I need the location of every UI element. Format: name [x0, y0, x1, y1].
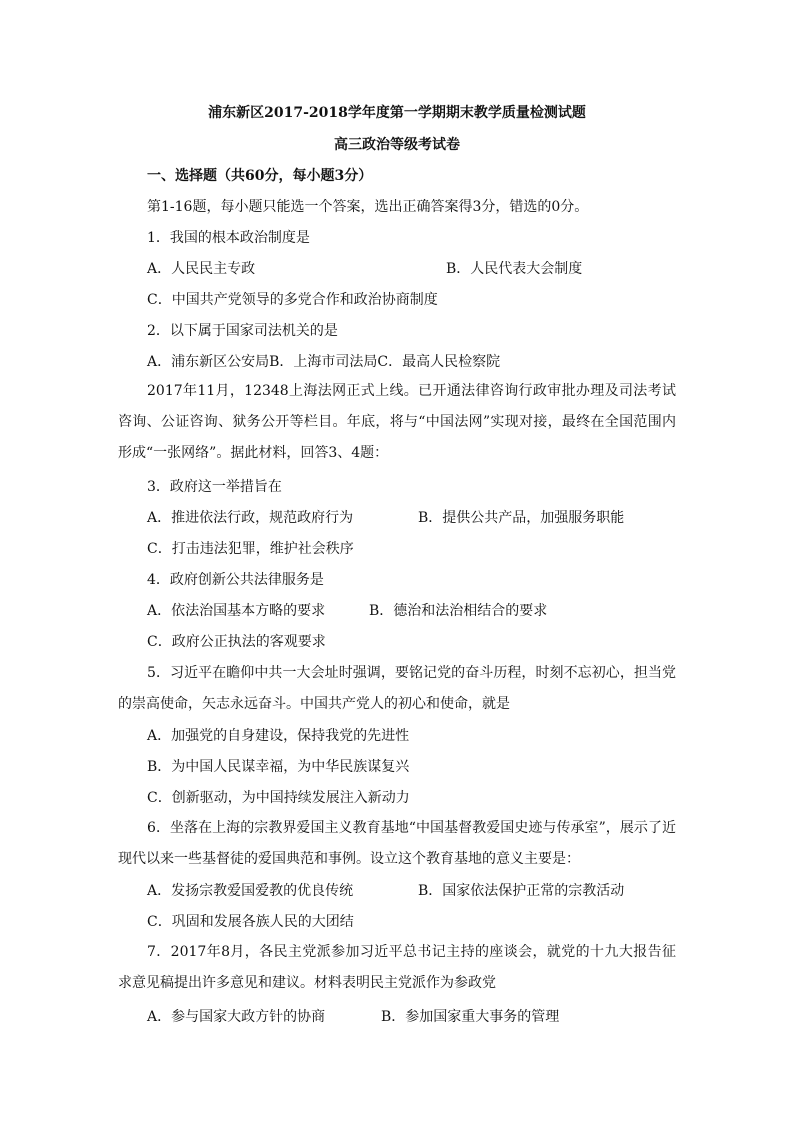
question-2-stem: 2．以下属于国家司法机关的是 — [147, 323, 338, 339]
question-4-stem: 4．政府创新公共法律服务是 — [147, 572, 324, 588]
question-7-stem: 7．2017年8月，各民主党派参加习近平总书记主持的座谈会，就党的十九大报告征求意见稿提出许多意见和建议。材料表明民主党派作为参政党 — [118, 944, 676, 991]
question-5-stem: 5．习近平在瞻仰中共一大会址时强调，要铭记党的奋斗历程，时刻不忘初心，担当党的崇高使命，矢志永远奋斗。中国共产党人的初心和使命，就是 — [118, 665, 676, 712]
question-5-option-b: B．为中国人民谋幸福，为中华民族谋复兴 — [147, 759, 410, 775]
question-5-option-c: C．创新驱动，为中国持续发展注入新动力 — [147, 790, 410, 806]
question-3-option-b: B．提供公共产品，加强服务职能 — [418, 510, 625, 526]
question-3-stem: 3．政府这一举措旨在 — [147, 479, 282, 495]
question-7-option-a: A．参与国家大政方针的协商 — [147, 1009, 326, 1025]
material-paragraph: 2017年11月，12348上海法网正式上线。已开通法律咨询行政审批办理及司法考试咨询、公证咨询、狱务公开等栏目。年底，将与“中国法网”实现对接，最终在全国范围内形成“一张网络”。据此材料，回答3、4题： — [118, 383, 676, 461]
question-1-stem: 1．我国的根本政治制度是 — [147, 230, 310, 246]
question-6-option-b: B．国家依法保护正常的宗教活动 — [418, 883, 625, 899]
question-6-option-a: A．发扬宗教爱国爱教的优良传统 — [147, 883, 354, 899]
question-4-option-c: C．政府公正执法的客观要求 — [147, 634, 326, 650]
question-1-option-c: C．中国共产党领导的多党合作和政治协商制度 — [147, 292, 438, 308]
question-2-options: A．浦东新区公安局B．上海市司法局C．最高人民检察院 — [147, 354, 501, 370]
question-3-option-c: C．打击违法犯罪，维护社会秩序 — [147, 541, 354, 557]
section-heading: 一、选择题（共60分，每小题3分） — [147, 168, 373, 184]
question-7-option-b: B．参加国家重大事务的管理 — [381, 1009, 560, 1025]
question-5-option-a: A．加强党的自身建设，保持我党的先进性 — [147, 728, 410, 744]
exam-title: 浦东新区2017-2018学年度第一学期期末教学质量检测试题 — [208, 105, 586, 121]
section-instruction: 第1-16题，每小题只能选一个答案，选出正确答案得3分，错选的0分。 — [147, 199, 589, 215]
question-3-option-a: A．推进依法行政，规范政府行为 — [147, 510, 354, 526]
question-6-stem: 6．坐落在上海的宗教界爱国主义教育基地“中国基督教爱国史迹与传承室”，展示了近现代以来一些基督徒的爱国典范和事例。设立这个教育基地的意义主要是： — [118, 820, 676, 867]
question-1-option-b: B．人民代表大会制度 — [446, 261, 583, 277]
question-4-option-a: A．依法治国基本方略的要求 — [147, 603, 326, 619]
question-1-option-a: A．人民民主专政 — [147, 261, 256, 277]
question-4-option-b: B．德治和法治相结合的要求 — [369, 603, 548, 619]
exam-subtitle: 高三政治等级考试卷 — [334, 137, 460, 153]
question-6-option-c: C．巩固和发展各族人民的大团结 — [147, 914, 354, 930]
